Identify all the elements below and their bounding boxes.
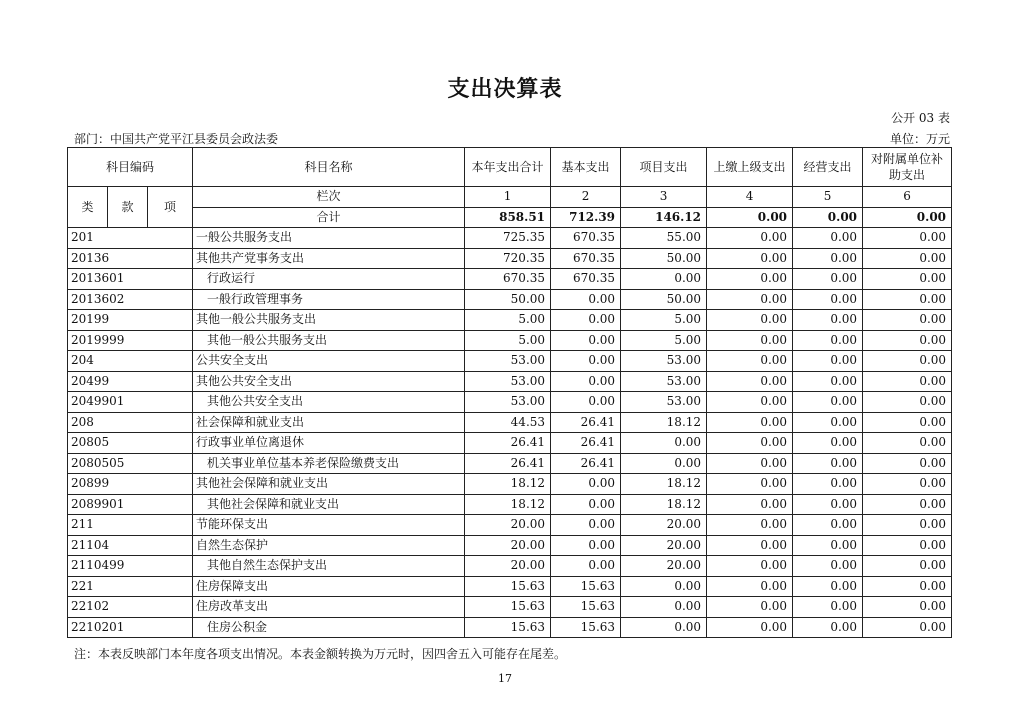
total-value: 146.12	[621, 207, 707, 228]
amount-cell: 15.63	[551, 576, 621, 597]
amount-cell: 0.00	[793, 535, 863, 556]
amount-cell: 0.00	[793, 392, 863, 413]
amount-cell: 0.00	[863, 330, 952, 351]
subject-code: 2019999	[68, 330, 193, 351]
table-row	[68, 412, 952, 433]
subject-code: 204	[68, 351, 193, 372]
subject-name: 公共安全支出	[193, 351, 465, 372]
footnote: 注：本表反映部门本年度各项支出情况。本表金额转换为万元时，因四舍五入可能存在尾差。	[74, 647, 567, 661]
amount-cell: 0.00	[551, 535, 621, 556]
amount-cell: 0.00	[707, 617, 793, 638]
table-row	[68, 556, 952, 577]
amount-cell: 55.00	[621, 228, 707, 249]
table-row	[68, 617, 952, 638]
table-row	[68, 474, 952, 495]
table-row	[68, 310, 952, 331]
amount-cell: 5.00	[621, 310, 707, 331]
amount-cell: 725.35	[465, 228, 551, 249]
header-lei: 类	[68, 187, 108, 228]
header-kuan: 款	[108, 187, 148, 228]
total-value: 712.39	[551, 207, 621, 228]
amount-cell: 0.00	[707, 248, 793, 269]
subject-code: 2013601	[68, 269, 193, 290]
header-basic: 基本支出	[551, 148, 621, 187]
amount-cell: 26.41	[551, 412, 621, 433]
amount-cell: 50.00	[465, 289, 551, 310]
amount-cell: 670.35	[551, 248, 621, 269]
amount-cell: 0.00	[551, 310, 621, 331]
subject-code: 221	[68, 576, 193, 597]
table-row	[68, 228, 952, 249]
subject-name: 其他一般公共服务支出	[193, 310, 465, 331]
amount-cell: 44.53	[465, 412, 551, 433]
subject-code: 20805	[68, 433, 193, 454]
amount-cell: 0.00	[863, 494, 952, 515]
amount-cell: 0.00	[863, 474, 952, 495]
amount-cell: 0.00	[863, 617, 952, 638]
total-label: 合计	[193, 207, 465, 228]
table-row	[68, 351, 952, 372]
subject-code: 21104	[68, 535, 193, 556]
amount-cell: 0.00	[707, 453, 793, 474]
subject-name: 节能环保支出	[193, 515, 465, 536]
amount-cell: 0.00	[793, 556, 863, 577]
page-title: 支出决算表	[447, 77, 563, 102]
amount-cell: 0.00	[707, 289, 793, 310]
header-name: 科目名称	[193, 148, 465, 187]
amount-cell: 53.00	[465, 351, 551, 372]
column-index-row	[68, 187, 952, 208]
header-upper: 上缴上级支出	[707, 148, 793, 187]
table-row	[68, 371, 952, 392]
amount-cell: 0.00	[707, 330, 793, 351]
amount-cell: 0.00	[793, 228, 863, 249]
amount-cell: 0.00	[863, 576, 952, 597]
col-index-5: 5	[793, 187, 863, 208]
subject-code: 2080505	[68, 453, 193, 474]
amount-cell: 53.00	[621, 351, 707, 372]
amount-cell: 0.00	[863, 289, 952, 310]
amount-cell: 5.00	[621, 330, 707, 351]
amount-cell: 0.00	[707, 310, 793, 331]
subject-name: 自然生态保护	[193, 535, 465, 556]
subject-code: 208	[68, 412, 193, 433]
amount-cell: 0.00	[707, 351, 793, 372]
total-value: 0.00	[793, 207, 863, 228]
amount-cell: 0.00	[621, 617, 707, 638]
amount-cell: 0.00	[707, 576, 793, 597]
amount-cell: 0.00	[793, 474, 863, 495]
subject-code: 211	[68, 515, 193, 536]
form-number: 公开 03 表	[891, 111, 950, 125]
amount-cell: 0.00	[551, 289, 621, 310]
amount-cell: 0.00	[863, 248, 952, 269]
amount-cell: 26.41	[551, 453, 621, 474]
col-index-3: 3	[621, 187, 707, 208]
subject-name: 其他自然生态保护支出	[193, 556, 465, 577]
subject-code: 201	[68, 228, 193, 249]
amount-cell: 0.00	[621, 453, 707, 474]
header-code: 科目编码	[68, 148, 193, 187]
amount-cell: 0.00	[551, 494, 621, 515]
amount-cell: 0.00	[707, 494, 793, 515]
amount-cell: 18.12	[621, 474, 707, 495]
subject-code: 20199	[68, 310, 193, 331]
subject-name: 一般公共服务支出	[193, 228, 465, 249]
amount-cell: 0.00	[707, 433, 793, 454]
col-index-4: 4	[707, 187, 793, 208]
amount-cell: 0.00	[707, 515, 793, 536]
header-business: 经营支出	[793, 148, 863, 187]
total-value: 0.00	[707, 207, 793, 228]
subject-name: 其他社会保障和就业支出	[193, 474, 465, 495]
amount-cell: 26.41	[465, 433, 551, 454]
table-row	[68, 453, 952, 474]
table-row	[68, 330, 952, 351]
amount-cell: 720.35	[465, 248, 551, 269]
subject-name: 住房改革支出	[193, 597, 465, 618]
amount-cell: 0.00	[863, 310, 952, 331]
amount-cell: 0.00	[863, 556, 952, 577]
amount-cell: 0.00	[551, 371, 621, 392]
amount-cell: 0.00	[863, 351, 952, 372]
amount-cell: 0.00	[793, 330, 863, 351]
subject-code: 2013602	[68, 289, 193, 310]
header-lanci: 栏次	[193, 187, 465, 208]
table-row	[68, 576, 952, 597]
total-value: 0.00	[863, 207, 952, 228]
subject-name: 住房保障支出	[193, 576, 465, 597]
subject-name: 行政运行	[193, 269, 465, 290]
amount-cell: 0.00	[793, 412, 863, 433]
table-row	[68, 535, 952, 556]
amount-cell: 0.00	[551, 556, 621, 577]
amount-cell: 0.00	[793, 576, 863, 597]
amount-cell: 0.00	[793, 433, 863, 454]
amount-cell: 0.00	[793, 494, 863, 515]
amount-cell: 18.12	[621, 412, 707, 433]
amount-cell: 0.00	[863, 515, 952, 536]
amount-cell: 15.63	[551, 617, 621, 638]
amount-cell: 53.00	[621, 371, 707, 392]
amount-cell: 5.00	[465, 310, 551, 331]
amount-cell: 53.00	[465, 392, 551, 413]
amount-cell: 0.00	[863, 371, 952, 392]
amount-cell: 0.00	[551, 330, 621, 351]
amount-cell: 20.00	[465, 515, 551, 536]
total-row	[68, 207, 952, 228]
table-row	[68, 269, 952, 290]
amount-cell: 0.00	[707, 228, 793, 249]
amount-cell: 0.00	[863, 228, 952, 249]
subject-code: 2210201	[68, 617, 193, 638]
department-label: 部门：中国共产党平江县委员会政法委	[74, 132, 279, 146]
amount-cell: 0.00	[551, 351, 621, 372]
amount-cell: 0.00	[621, 269, 707, 290]
amount-cell: 0.00	[621, 597, 707, 618]
header-row	[68, 148, 952, 187]
table-row	[68, 392, 952, 413]
table-row	[68, 597, 952, 618]
amount-cell: 15.63	[465, 617, 551, 638]
amount-cell: 15.63	[551, 597, 621, 618]
amount-cell: 0.00	[621, 576, 707, 597]
table-row	[68, 248, 952, 269]
amount-cell: 0.00	[793, 269, 863, 290]
header-project: 项目支出	[621, 148, 707, 187]
table-row	[68, 494, 952, 515]
amount-cell: 0.00	[793, 371, 863, 392]
amount-cell: 0.00	[551, 515, 621, 536]
amount-cell: 0.00	[707, 269, 793, 290]
amount-cell: 20.00	[465, 535, 551, 556]
col-index-6: 6	[863, 187, 952, 208]
amount-cell: 0.00	[707, 474, 793, 495]
amount-cell: 5.00	[465, 330, 551, 351]
amount-cell: 0.00	[707, 371, 793, 392]
subject-code: 2049901	[68, 392, 193, 413]
amount-cell: 15.63	[465, 576, 551, 597]
col-index-2: 2	[551, 187, 621, 208]
amount-cell: 50.00	[621, 289, 707, 310]
subject-name: 机关事业单位基本养老保险缴费支出	[193, 453, 465, 474]
amount-cell: 0.00	[863, 535, 952, 556]
amount-cell: 20.00	[621, 535, 707, 556]
subject-name: 其他一般公共服务支出	[193, 330, 465, 351]
amount-cell: 0.00	[793, 453, 863, 474]
amount-cell: 20.00	[621, 515, 707, 536]
amount-cell: 0.00	[863, 453, 952, 474]
amount-cell: 18.12	[465, 494, 551, 515]
amount-cell: 670.35	[465, 269, 551, 290]
amount-cell: 18.12	[465, 474, 551, 495]
subject-code: 2089901	[68, 494, 193, 515]
amount-cell: 0.00	[793, 351, 863, 372]
subject-name: 其他公共安全支出	[193, 392, 465, 413]
subject-code: 2110499	[68, 556, 193, 577]
subject-name: 其他公共安全支出	[193, 371, 465, 392]
amount-cell: 0.00	[707, 597, 793, 618]
amount-cell: 0.00	[793, 289, 863, 310]
amount-cell: 0.00	[863, 412, 952, 433]
amount-cell: 20.00	[465, 556, 551, 577]
amount-cell: 26.41	[465, 453, 551, 474]
amount-cell: 0.00	[863, 433, 952, 454]
amount-cell: 50.00	[621, 248, 707, 269]
expenditure-table	[67, 147, 952, 638]
amount-cell: 0.00	[551, 474, 621, 495]
unit-label: 单位：万元	[889, 132, 950, 146]
amount-cell: 53.00	[465, 371, 551, 392]
subject-code: 22102	[68, 597, 193, 618]
subject-name: 行政事业单位离退休	[193, 433, 465, 454]
amount-cell: 0.00	[707, 556, 793, 577]
amount-cell: 0.00	[621, 433, 707, 454]
subject-code: 20899	[68, 474, 193, 495]
col-index-1: 1	[465, 187, 551, 208]
amount-cell: 0.00	[707, 392, 793, 413]
header-xiang: 项	[148, 187, 193, 228]
amount-cell: 20.00	[621, 556, 707, 577]
table-row	[68, 289, 952, 310]
page-number: 17	[498, 672, 512, 685]
subject-code: 20136	[68, 248, 193, 269]
amount-cell: 0.00	[793, 617, 863, 638]
amount-cell: 0.00	[793, 597, 863, 618]
subject-code: 20499	[68, 371, 193, 392]
subject-name: 其他社会保障和就业支出	[193, 494, 465, 515]
amount-cell: 0.00	[863, 269, 952, 290]
amount-cell: 0.00	[707, 535, 793, 556]
amount-cell: 0.00	[551, 392, 621, 413]
amount-cell: 0.00	[793, 515, 863, 536]
total-value: 858.51	[465, 207, 551, 228]
amount-cell: 26.41	[551, 433, 621, 454]
amount-cell: 670.35	[551, 228, 621, 249]
amount-cell: 0.00	[863, 392, 952, 413]
amount-cell: 0.00	[793, 248, 863, 269]
table-row	[68, 433, 952, 454]
amount-cell: 18.12	[621, 494, 707, 515]
header-total: 本年支出合计	[465, 148, 551, 187]
subject-name: 社会保障和就业支出	[193, 412, 465, 433]
amount-cell: 0.00	[863, 597, 952, 618]
amount-cell: 0.00	[707, 412, 793, 433]
header-subsidy: 对附属单位补助支出	[863, 148, 952, 187]
subject-name: 一般行政管理事务	[193, 289, 465, 310]
amount-cell: 670.35	[551, 269, 621, 290]
table-row	[68, 515, 952, 536]
subject-name: 住房公积金	[193, 617, 465, 638]
subject-name: 其他共产党事务支出	[193, 248, 465, 269]
amount-cell: 53.00	[621, 392, 707, 413]
amount-cell: 0.00	[793, 310, 863, 331]
amount-cell: 15.63	[465, 597, 551, 618]
